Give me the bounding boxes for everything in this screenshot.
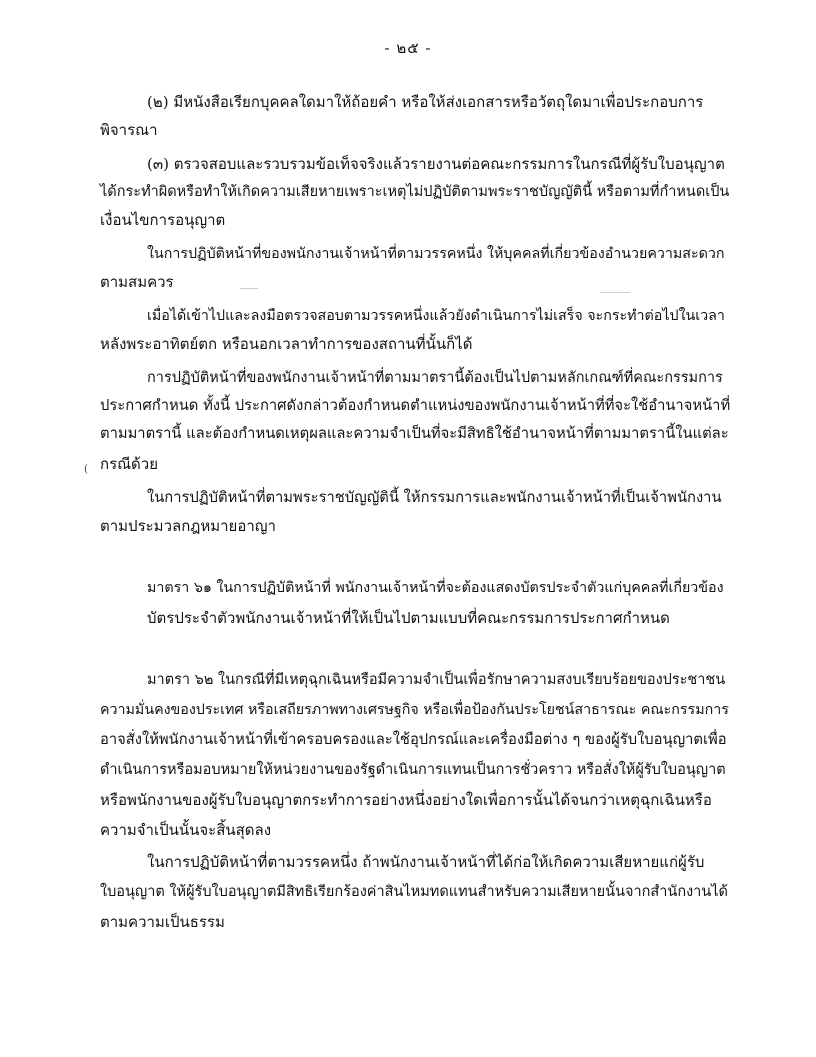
text-line: ตามสมควร [100, 273, 174, 291]
text-line: ในการปฏิบัติหน้าที่ของพนักงานเจ้าหน้าที่ตามวรรคหนึ่ง ให้บุคคลที่เกี่ยวข้องอำนวยความสะดวก [147, 246, 725, 262]
text-line: พิจารณา [100, 121, 158, 139]
text-line: ในการปฏิบัติหน้าที่ตามพระราชบัญญัตินี้ ให้กรรมการและพนักงานเจ้าหน้าที่เป็นเจ้าพนักงาน [147, 489, 722, 506]
section-62-line: อาจสั่งให้พนักงานเจ้าหน้าที่เข้าครอบครองและใช้อุปกรณ์และเครื่องมือต่าง ๆ ของผู้รับใบอนุญาตเพื่อ [100, 731, 727, 748]
margin-mark: ( [84, 464, 88, 475]
text-line: เมื่อได้เข้าไปและลงมือตรวจสอบตามวรรคหนึ่งแล้วยังดำเนินการไม่เสร็จ จะกระทำต่อไปในเวลา [147, 308, 725, 324]
text-line: ตามประมวลกฎหมายอาญา [100, 517, 276, 535]
text-line: เงื่อนไขการอนุญาต [100, 211, 226, 229]
section-61-line: บัตรประจำตัวพนักงานเจ้าหน้าที่ให้เป็นไปตามแบบที่คณะกรรมการประกาศกำหนด [147, 609, 670, 627]
text-line: การปฏิบัติหน้าที่ของพนักงานเจ้าหน้าที่ตามมาตรานี้ต้องเป็นไปตามหลักเกณฑ์ที่คณะกรรมการ [147, 370, 723, 386]
section-62-line: ดำเนินการหรือมอบหมายให้หน่วยงานของรัฐดำเนินการแทนเป็นการชั่วคราว หรือสั่งให้ผู้รับใบอนุญาต [100, 762, 726, 778]
page-number: - ๒๕ - [384, 39, 432, 57]
section-62-line: ความมั่นคงของประเทศ หรือเสถียรภาพทางเศรษฐกิจ หรือเพื่อป้องกันประโยชน์สาธารณะ คณะกรรมการ [100, 702, 729, 718]
text-line: ตามมาตรานี้ และต้องกำหนดเหตุผลและความจำเป็นที่จะมีสิทธิใช้อำนาจหน้าที่ตามมาตรานี้ในแต่ละ [100, 425, 729, 442]
section-62-line: ความจำเป็นนั้นจะสิ้นสุดลง [100, 821, 272, 839]
section-62-line: มาตรา ๖๒ ในกรณีที่มีเหตุฉุกเฉินหรือมีความจำเป็นเพื่อรักษาความสงบเรียบร้อยของประชาชน [147, 672, 726, 688]
text-line: ประกาศกำหนด ทั้งนี้ ประกาศดังกล่าวต้องกำหนดตำแหน่งของพนักงานเจ้าหน้าที่ที่จะใช้อำนาจหน้าที่ [100, 397, 731, 414]
text-line: ตามความเป็นธรรม [100, 913, 225, 931]
text-line: (๓) ตรวจสอบและรวบรวมข้อเท็จจริงแล้วรายงานต่อคณะกรรมการในกรณีที่ผู้รับใบอนุญาต [147, 155, 725, 173]
section-61-line: มาตรา ๖๑ ในการปฏิบัติหน้าที่ พนักงานเจ้าหน้าที่จะต้องแสดงบัตรประจำตัวแก่บุคคลที่เกี่ยวข้อง [147, 580, 724, 596]
text-line: ใบอนุญาต ให้ผู้รับใบอนุญาตมีสิทธิเรียกร้องค่าสินไหมทดแทนสำหรับความเสียหายนั้นจากสำนักงานได้ [100, 884, 728, 900]
text-line: ได้กระทำผิดหรือทำให้เกิดความเสียหายเพราะเหตุไม่ปฏิบัติตามพระราชบัญญัตินี้ หรือตามที่กำหนดเป็น [100, 184, 730, 200]
text-line: กรณีด้วย [100, 455, 159, 473]
text-line: หลังพระอาทิตย์ตก หรือนอกเวลาทำการของสถานที่นั้นก็ได้ [100, 335, 473, 353]
scan-speck [240, 288, 258, 289]
scan-speck [600, 292, 630, 293]
text-line: (๒) มีหนังสือเรียกบุคคลใดมาให้ถ้อยคำ หรือให้ส่งเอกสารหรือวัตถุใดมาเพื่อประกอบการ [147, 93, 704, 111]
section-62-line: หรือพนักงานของผู้รับใบอนุญาตกระทำการอย่างหนึ่งอย่างใดเพื่อการนั้นได้จนกว่าเหตุฉุกเฉินหรือ [100, 791, 712, 809]
text-line: ในการปฏิบัติหน้าที่ตามวรรคหนึ่ง ถ้าพนักงานเจ้าหน้าที่ได้ก่อให้เกิดความเสียหายแก่ผู้รับ [147, 853, 705, 871]
